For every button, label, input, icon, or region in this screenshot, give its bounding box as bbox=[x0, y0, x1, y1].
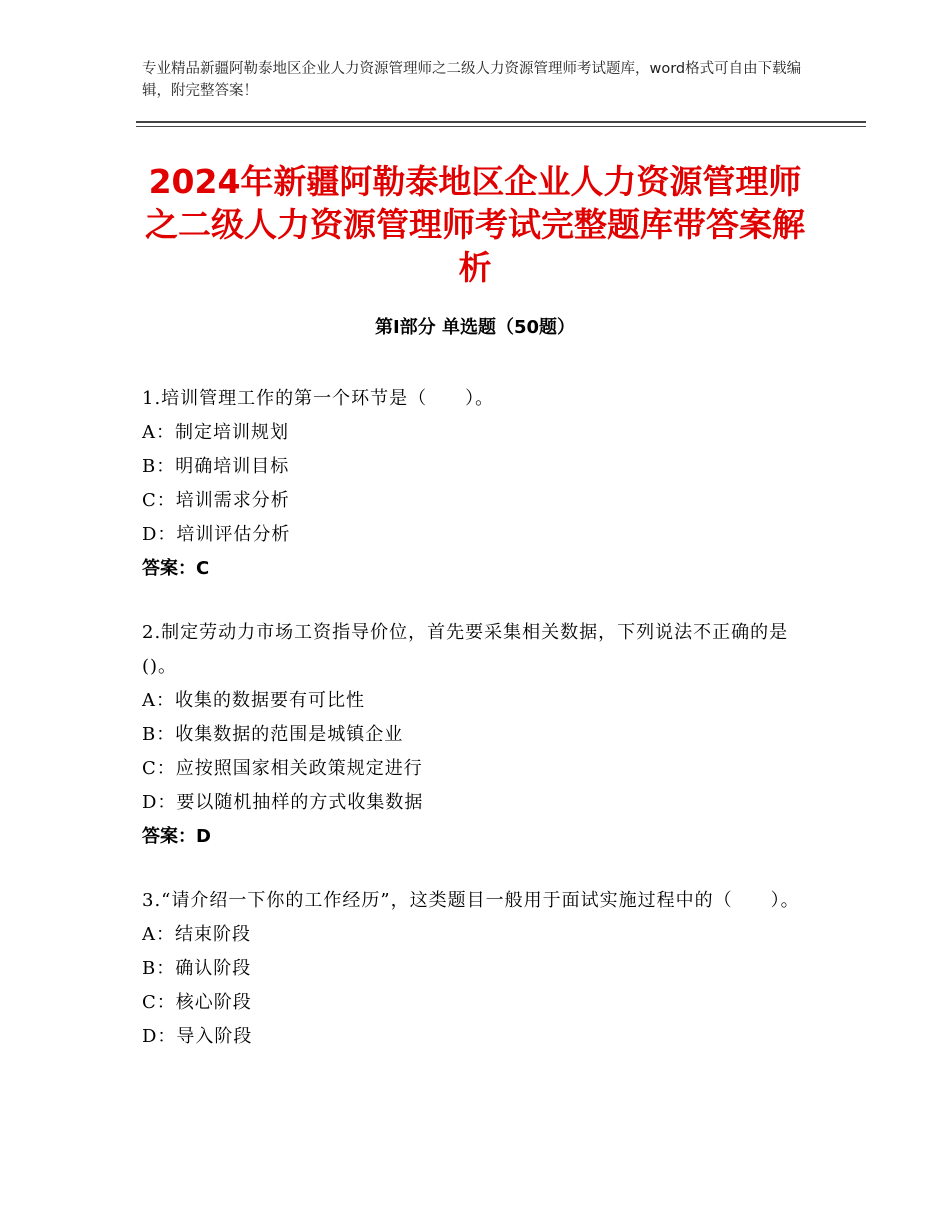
option-d: D：要以随机抽样的方式收集数据 bbox=[142, 792, 424, 813]
option-d: D：培训评估分析 bbox=[142, 524, 291, 545]
option-c: C：培训需求分析 bbox=[142, 490, 290, 511]
section-heading: 第Ⅰ部分 单选题（50题） bbox=[374, 317, 575, 338]
option-b: B：明确培训目标 bbox=[142, 456, 290, 477]
option-a: A：结束阶段 bbox=[142, 924, 251, 945]
document-title: 2024年新疆阿勒泰地区企业人力资源管理师之二级人力资源管理师考试完整题库带答案解析 bbox=[145, 162, 805, 287]
option-c: C：核心阶段 bbox=[142, 992, 252, 1013]
option-a: A：收集的数据要有可比性 bbox=[142, 690, 365, 711]
option-b: B：确认阶段 bbox=[142, 958, 252, 979]
option-d: D：导入阶段 bbox=[142, 1026, 253, 1047]
answer-line: 答案：D bbox=[142, 826, 211, 847]
page-header-text: 专业精品新疆阿勒泰地区企业人力资源管理师之二级人力资源管理师考试题库，word格式可自由下载编辑，附完整答案！ bbox=[142, 61, 802, 99]
answer-line: 答案：C bbox=[142, 558, 210, 579]
question-stem: 2.制定劳动力市场工资指导价位，首先要采集相关数据，下列说法不正确的是()。 bbox=[142, 622, 789, 677]
option-c: C：应按照国家相关政策规定进行 bbox=[142, 758, 423, 779]
question-stem: 3.“请介绍一下你的工作经历”，这类题目一般用于面试实施过程中的（ ）。 bbox=[142, 890, 800, 911]
header-divider bbox=[136, 121, 866, 127]
question-stem: 1.培训管理工作的第一个环节是（ ）。 bbox=[142, 388, 495, 409]
question-2 bbox=[142, 616, 812, 854]
option-a: A：制定培训规划 bbox=[142, 422, 289, 443]
question-3 bbox=[142, 884, 812, 1054]
question-1 bbox=[142, 382, 812, 586]
option-b: B：收集数据的范围是城镇企业 bbox=[142, 724, 404, 745]
question-list bbox=[142, 382, 812, 1084]
